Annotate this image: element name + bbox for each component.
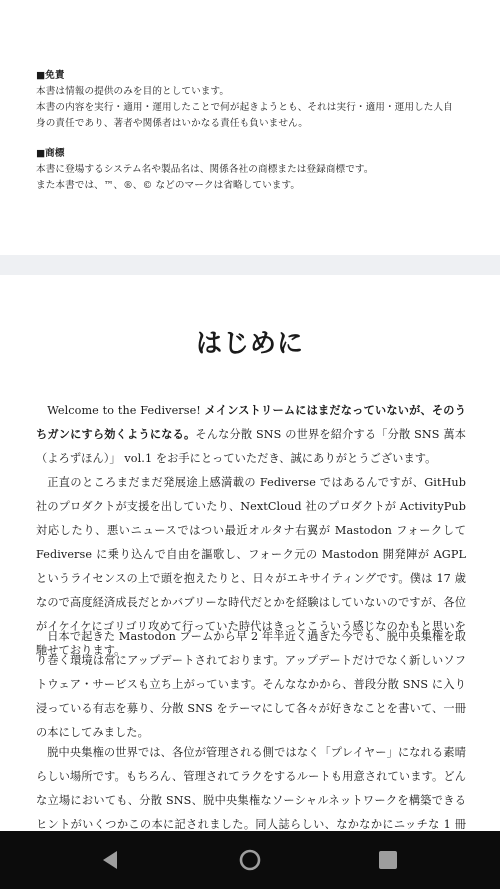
chapter-page[interactable]	[0, 275, 500, 831]
paragraph-text: そんな分散 SNS の世界を紹介する「分散 SNS 萬本（よろずほん）」 vol.1 をお手にとっていただき、誠にありがとうございます。	[36, 428, 466, 465]
chapter-paragraph-2: 正直のところまだまだ発展途上感満載の Fediverse ではあるんですが、GitHub 社のプロダクトが支援を出していたり、NextCloud 社のプロダクトが ActivityPub 対応したり、悪いニュースではつい最近オルタナ右翼が Mastodon フォークして Fediverse に乗り込んで自由を謳歌し、フォーク元の Mastodon 開発陣が AGPL というライセンスの上で頭を抱えたりと、日々がエキサイティングです。僕は 17 歳なので高度経済成長だとかバブリーな時代だとかを経験はしていないのですが、各位がイケイケにゴリゴリ攻めて行っていた時代はきっとこういう感じなのかもと思いを馳せております。	[36, 476, 466, 657]
disclaimer-line: 本書の内容を実行・適用・運用したことで何が起きようとも、それは実行・適用・運用した人自	[36, 102, 453, 113]
chapter-paragraph-3: 日本で起きた Mastodon ブームから早 2 年半近く過ぎた今でも、脱中央集権を取り巻く環境は常にアップデートされております。アップデートだけでなく新しいソフトウェア・サービスも立ち上がっています。そんななかから、普段分散 SNS に入り浸っている有志を募り、分散 SNS をテーマにして各々が好きなことを書いて、一冊の本にしてみました。	[36, 630, 466, 739]
trademark-heading: ■商標	[36, 148, 65, 159]
legal-page	[0, 0, 500, 255]
chapter-paragraph-4: 脱中央集権の世界では、各位が管理される側ではなく「プレイヤー」になれる素晴らしい場所です。もちろん、管理されてラクをするルートも用意されています。どんな立場においても、分散 SNS、脱中央集権なソーシャルネットワークを構築できるヒントがいくつかこの本に記されました。同人誌らしい、なかなかにニッチな 1 冊	[36, 746, 466, 831]
chapter-title: はじめに	[195, 329, 304, 359]
disclaimer-section	[36, 68, 476, 132]
disclaimer-line: 本書は情報の提供のみを目的としています。	[36, 86, 230, 97]
home-circle-icon[interactable]	[238, 848, 262, 872]
chapter-paragraph-1	[36, 399, 466, 471]
page-separator	[0, 255, 500, 275]
system-navigation-bar	[0, 831, 500, 889]
back-triangle-icon[interactable]	[99, 848, 123, 872]
trademark-section	[36, 146, 476, 194]
disclaimer-line: 身の責任であり、著者や関係者はいかなる責任も負いません。	[36, 118, 308, 129]
paragraph-bold-text: メインストリームにはまだなっていないが、そのうちガンにすら効くようになる。	[36, 404, 466, 441]
trademark-line: 本書に登場するシステム名や製品名は、関係各社の商標または登録商標です。	[36, 164, 374, 175]
recent-apps-square-icon[interactable]	[376, 848, 400, 872]
disclaimer-heading: ■免責	[36, 70, 65, 81]
trademark-line: また本書では、™、®、© などのマークは省略しています。	[36, 180, 301, 191]
paragraph-lead-text: Welcome to the Fediverse!	[47, 404, 205, 417]
